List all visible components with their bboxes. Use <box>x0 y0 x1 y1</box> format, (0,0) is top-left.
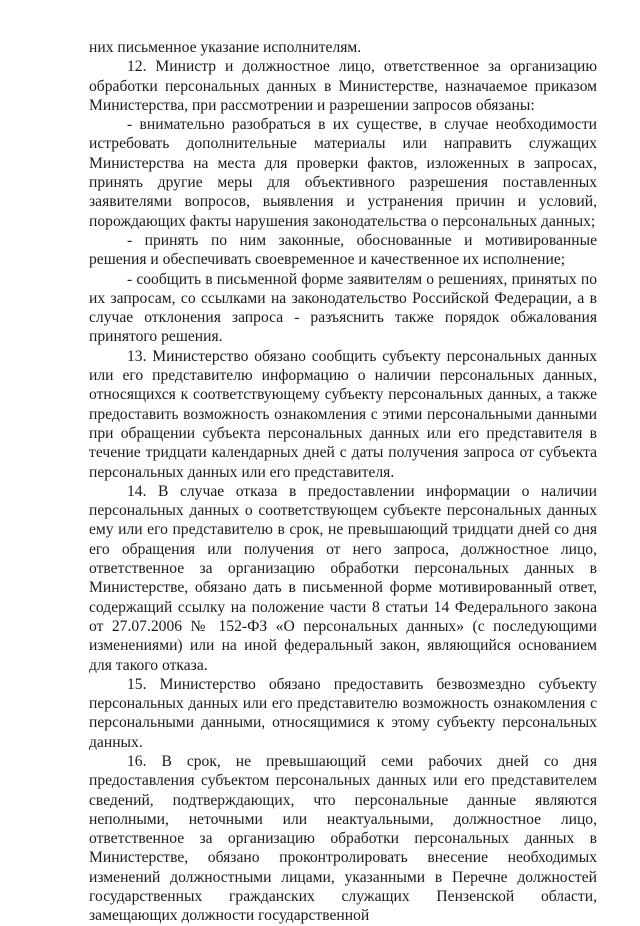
paragraph-item-12: 12. Министр и должностное лицо, ответственное за организацию обработки персональных данных в Министерстве, назначаемое приказом Министерства, при рассмотрении и разрешении запросов обязаны: <box>89 58 597 114</box>
paragraph-continuation: них письменное указание исполнителям. <box>89 39 362 56</box>
paragraph-duty-decide: - принять по ним законные, обоснованные и мотивированные решения и обеспечивать своевременное и качественное их исполнение; <box>89 231 597 269</box>
paragraph-item-13: 13. Министерство обязано сообщить субъекту персональных данных или его представителю информацию о наличии персональных данных, относящихся к соответствующему субъекту персональных данных, а также предоставить возможность ознакомления с этими персональными данными при обращении субъекта персональных данных или его представителя в течение тридцати календарных дней с даты получения запроса от субъекта персональных данных или его представителя. <box>89 347 597 481</box>
document-page <box>89 38 597 926</box>
paragraph-duty-inform: - сообщить в письменной форме заявителям о решениях, принятых по их запросам, со ссылками на законодательство Российской Федерации, а в случае отклонения запроса - разъяснить также порядок обжалования принятого решения. <box>89 270 597 346</box>
paragraph-item-16: 16. В срок, не превышающий семи рабочих дней со дня предоставления субъектом персональных данных или его представителем сведений, подтверждающих, что персональные данные являются неполными, неточными или неактуальными, должностное лицо, ответственное за организацию обработки персональных данных в Министерстве, обязано проконтролировать внесение необходимых изменений должностными лицами, указанными в Перечне должностей государственных гражданских служащих Пензенской области, замещающих должности государственной <box>89 752 597 925</box>
paragraph-item-14: 14. В случае отказа в предоставлении информации о наличии персональных данных о соответствующем субъекте персональных данных ему или его представителю в срок, не превышающий тридцати дней со дня его обращения или получения от него запроса, должностное лицо, ответственное за организацию обработки персональных данных в Министерстве, обязано дать в письменной форме мотивированный ответ, содержащий ссылку на положение части 8 статьи 14 Федерального закона от 27.07.2006 № 152-ФЗ «О персональных данных» (с последующими изменениями) или на иной федеральный закон, являющийся основанием для такого отказа. <box>89 482 597 674</box>
paragraph-item-15: 15. Министерство обязано предоставить безвозмездно субъекту персональных данных или его представителю возможность ознакомления с персональными данными, относящимися к этому субъекту персональных данных. <box>89 675 597 751</box>
paragraph-duty-examine: - внимательно разобраться в их существе, в случае необходимости истребовать дополнительные материалы или направить служащих Министерства на места для проверки фактов, изложенных в запросах, принять другие меры для объективного разрешения поставленных заявителями вопросов, выявления и устранения причин и условий, порождающих факты нарушения законодательства о персональных данных; <box>89 116 597 230</box>
